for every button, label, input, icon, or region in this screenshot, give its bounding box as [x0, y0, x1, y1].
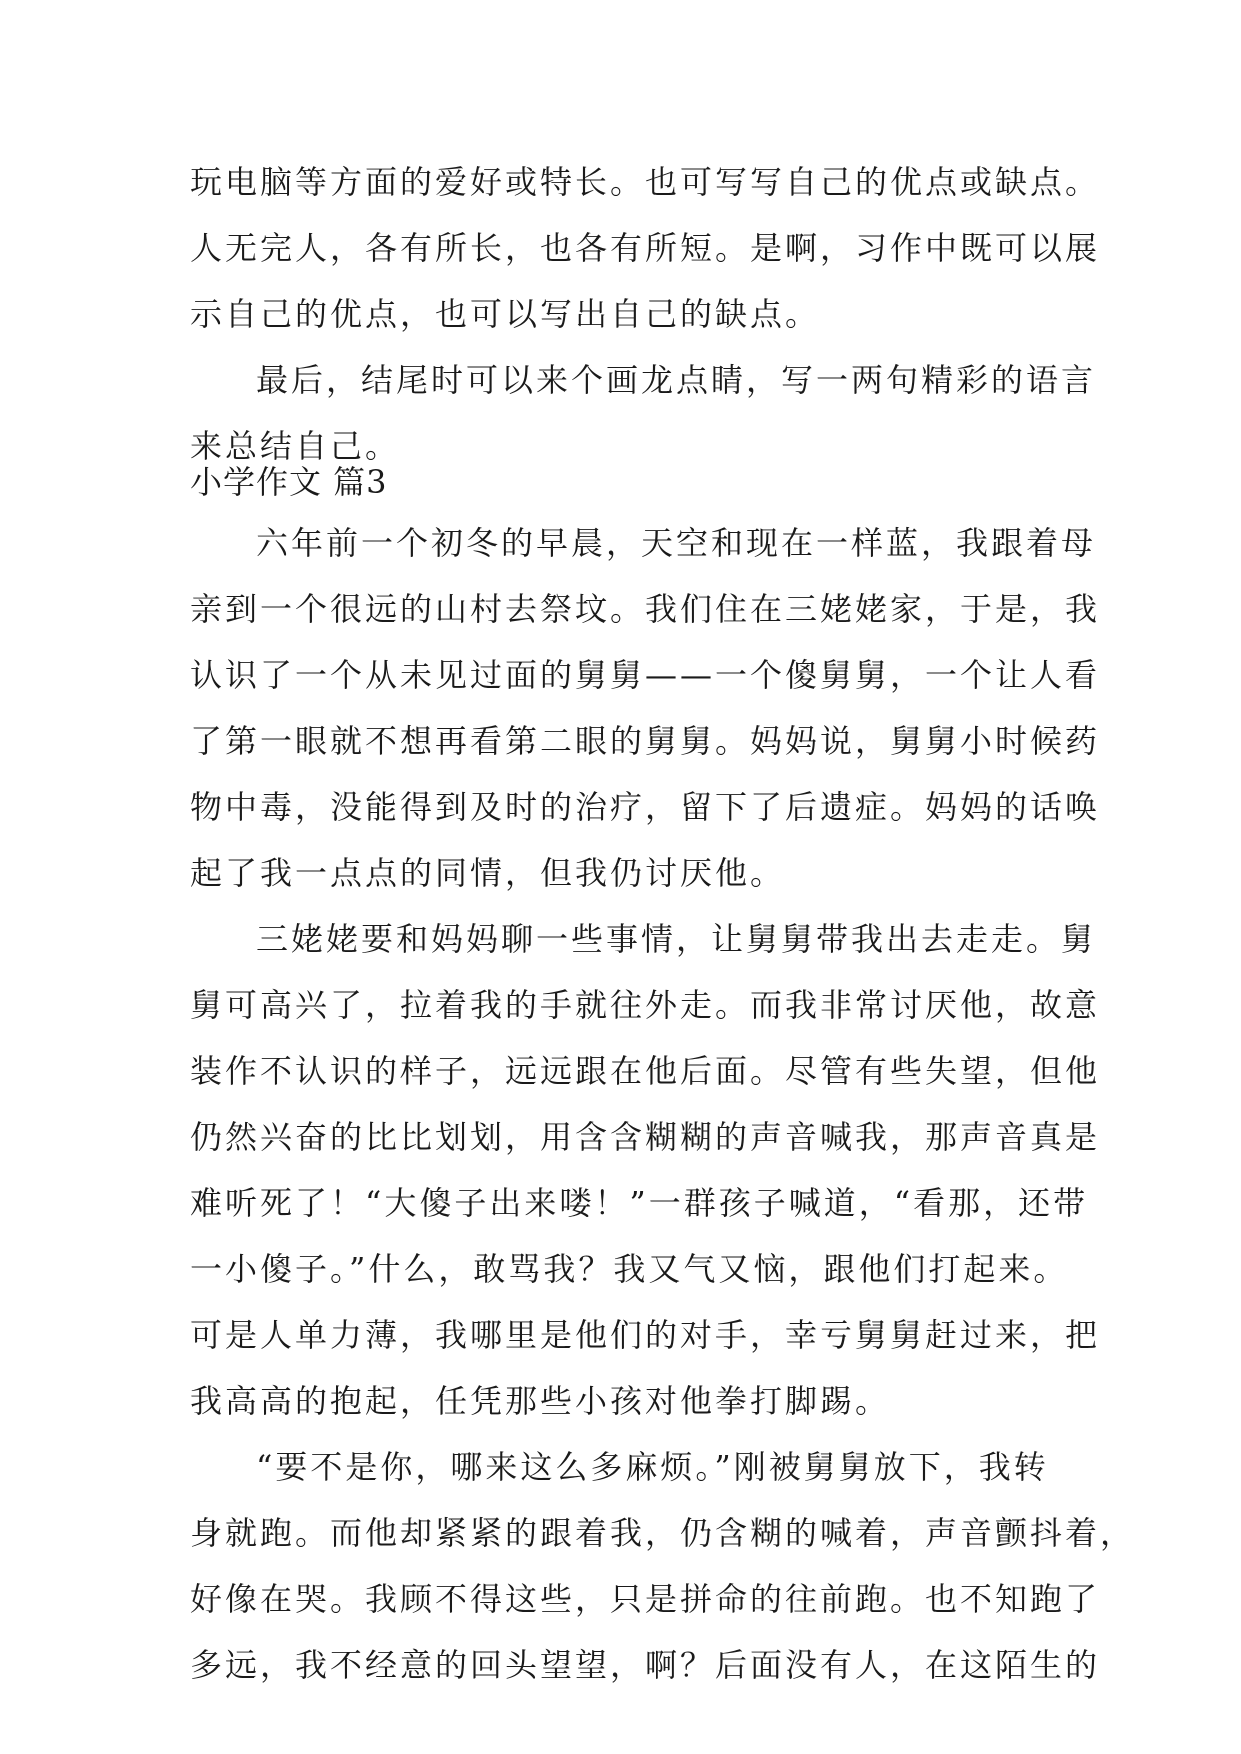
section-heading: 小学作文 篇3	[190, 463, 388, 501]
text-line: 示自己的优点，也可以写出自己的缺点。	[190, 295, 821, 333]
text-line: 舅可高兴了，拉着我的手就往外走。而我非常讨厌他，故意	[190, 986, 1101, 1024]
paragraph-first-line: 三姥姥要和妈妈聊一些事情，让舅舅带我出去走走。舅	[256, 920, 1097, 958]
text-line: 人无完人，各有所长，也各有所短。是啊，习作中既可以展	[190, 229, 1101, 267]
text-line: 物中毒，没能得到及时的治疗，留下了后遗症。妈妈的话唤	[190, 788, 1101, 826]
paragraph-first-line: 最后，结尾时可以来个画龙点睛，写一两句精彩的语言	[256, 361, 1097, 399]
text-line: 身就跑。而他却紧紧的跟着我，仍含糊的喊着，声音颤抖着，	[190, 1514, 1136, 1552]
text-line: 起了我一点点的同情，但我仍讨厌他。	[190, 854, 786, 892]
text-line: 多远，我不经意的回头望望，啊？后面没有人，在这陌生的	[190, 1646, 1101, 1684]
text-line: 可是人单力薄，我哪里是他们的对手，幸亏舅舅赶过来，把	[190, 1316, 1101, 1354]
text-line: 认识了一个从未见过面的舅舅——一个傻舅舅，一个让人看	[190, 656, 1101, 694]
text-line: 仍然兴奋的比比划划，用含含糊糊的声音喊我，那声音真是	[190, 1118, 1101, 1156]
text-line: 玩电脑等方面的爱好或特长。也可写写自己的优点或缺点。	[190, 163, 1101, 201]
text-line: 好像在哭。我顾不得这些，只是拼命的往前跑。也不知跑了	[190, 1580, 1101, 1618]
paragraph-first-line: “要不是你，哪来这么多麻烦。”刚被舅舅放下，我转	[256, 1448, 1049, 1486]
text-line: 来总结自己。	[190, 427, 401, 465]
text-line: 了第一眼就不想再看第二眼的舅舅。妈妈说，舅舅小时候药	[190, 722, 1101, 760]
text-line: 亲到一个很远的山村去祭坟。我们住在三姥姥家，于是，我	[190, 590, 1101, 628]
text-line: 一小傻子。”什么，敢骂我？我又气又恼，跟他们打起来。	[190, 1250, 1069, 1288]
text-line: 装作不认识的样子，远远跟在他后面。尽管有些失望，但他	[190, 1052, 1101, 1090]
paragraph-first-line: 六年前一个初冬的早晨，天空和现在一样蓝，我跟着母	[256, 524, 1097, 562]
text-line: 难听死了！“大傻子出来喽！”一群孩子喊道，“看那，还带	[190, 1184, 1089, 1222]
text-line: 我高高的抱起，任凭那些小孩对他拳打脚踢。	[190, 1382, 891, 1420]
